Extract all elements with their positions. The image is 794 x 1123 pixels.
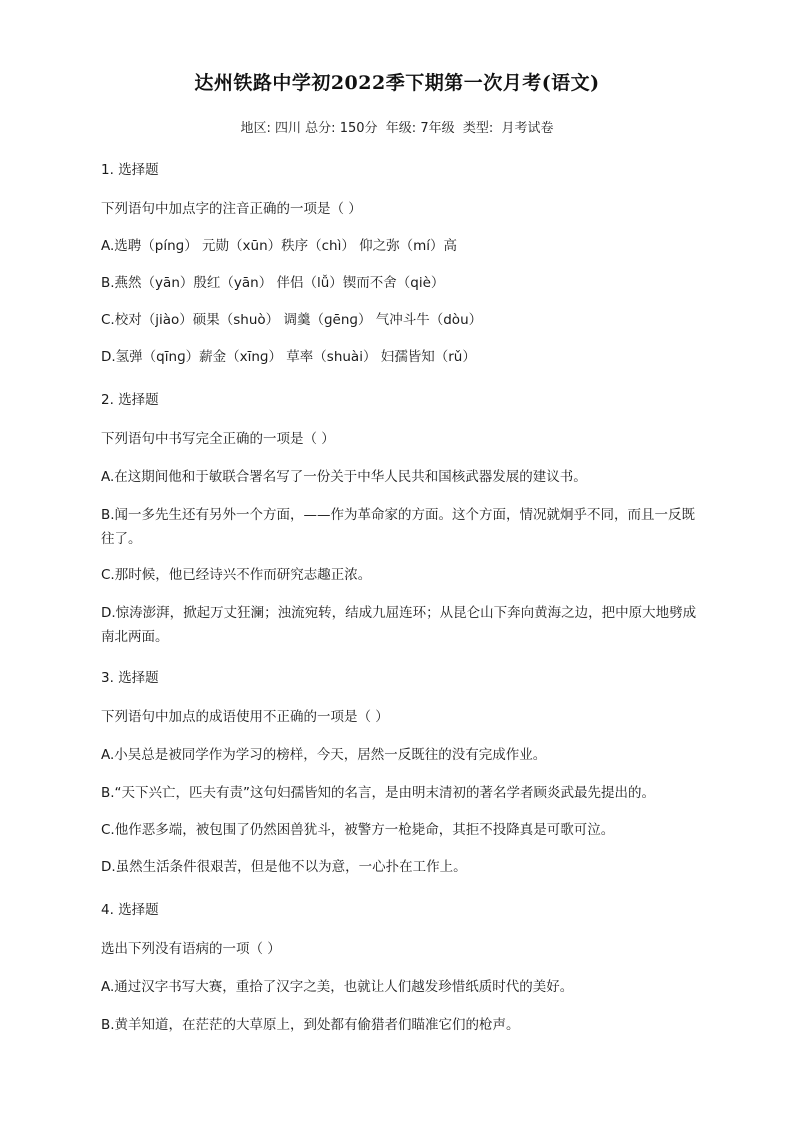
option-d: D.惊涛澎湃，掀起万丈狂澜；浊流宛转，结成九屈连环；从昆仑山下奔向黄海之边，把中原大地劈成南北两面。 (101, 605, 697, 645)
question-number: 1. (101, 162, 114, 178)
question-number: 4. (101, 902, 114, 918)
option-b: B.燕然（yān）殷红（yān） 伴侣（lǚ）锲而不舍（qiè） (101, 275, 445, 291)
question-header (101, 668, 701, 688)
question-stem: 下列语句中书写完全正确的一项是（ ） (101, 431, 335, 447)
question-stem: 选出下列没有语病的一项（ ） (101, 941, 281, 957)
question-kind: 选择题 (118, 162, 159, 178)
score-value: 150分 (339, 121, 378, 136)
option-a: A.在这期间他和于敏联合署名写了一份关于中华人民共和国核武器发展的建议书。 (101, 469, 587, 485)
option-a: A.小吴总是被同学作为学习的榜样，今天，居然一反既往的没有完成作业。 (101, 747, 547, 763)
question-stem: 下列语句中加点的成语使用不正确的一项是（ ） (101, 709, 389, 725)
option-d: D.氢弹（qīnɡ）薪金（xīnɡ） 草率（shuài） 妇孺皆知（rǔ） (101, 349, 476, 365)
question-stem: 下列语句中加点字的注音正确的一项是（ ） (101, 201, 362, 217)
option-b: B.黄羊知道，在茫茫的大草原上，到处都有偷猎者们瞄准它们的枪声。 (101, 1017, 520, 1033)
question-kind: 选择题 (118, 670, 159, 686)
question-header (101, 900, 701, 920)
score-label: 总分: (305, 121, 336, 136)
exam-meta (0, 117, 794, 136)
option-c: C.那时候，他已经诗兴不作而研究志趣正浓。 (101, 567, 372, 583)
type-value: 月考试卷 (501, 121, 554, 136)
question-number: 2. (101, 392, 114, 408)
option-a: A.选聘（pínɡ） 元勋（xūn）秩序（chì） 仰之弥（mí）高 (101, 238, 458, 254)
option-b: B.“天下兴亡，匹夫有责”这句妇孺皆知的名言，是由明末清初的著名学者顾炎武最先提出的。 (101, 785, 656, 801)
grade-value: 7年级 (420, 121, 455, 136)
question-kind: 选择题 (118, 392, 159, 408)
grade-label: 年级: (385, 121, 417, 136)
option-c: C.校对（jiào）硕果（shuò） 调羹（ɡēnɡ） 气冲斗牛（dòu） (101, 312, 483, 328)
option-b: B.闻一多先生还有另外一个方面，——作为革命家的方面。这个方面，情况就炯乎不同，而且一反既往了。 (101, 507, 696, 547)
question-kind: 选择题 (118, 902, 159, 918)
question-header (101, 160, 701, 180)
question-header (101, 390, 701, 410)
page-title: 达州铁路中学初2022季下期第一次月考(语文) (194, 72, 600, 94)
option-c: C.他作恶多端，被包围了仍然困兽犹斗，被警方一枪毙命，其拒不投降真是可歌可泣。 (101, 822, 615, 838)
option-d: D.虽然生活条件很艰苦，但是他不以为意，一心扑在工作上。 (101, 859, 467, 875)
region-label: 地区: (240, 121, 271, 136)
region-value: 四川 (275, 121, 302, 136)
question-number: 3. (101, 670, 114, 686)
option-a: A.通过汉字书写大赛，重拾了汉字之美，也就让人们越发珍惜纸质时代的美好。 (101, 979, 574, 995)
type-label: 类型: (462, 121, 494, 136)
